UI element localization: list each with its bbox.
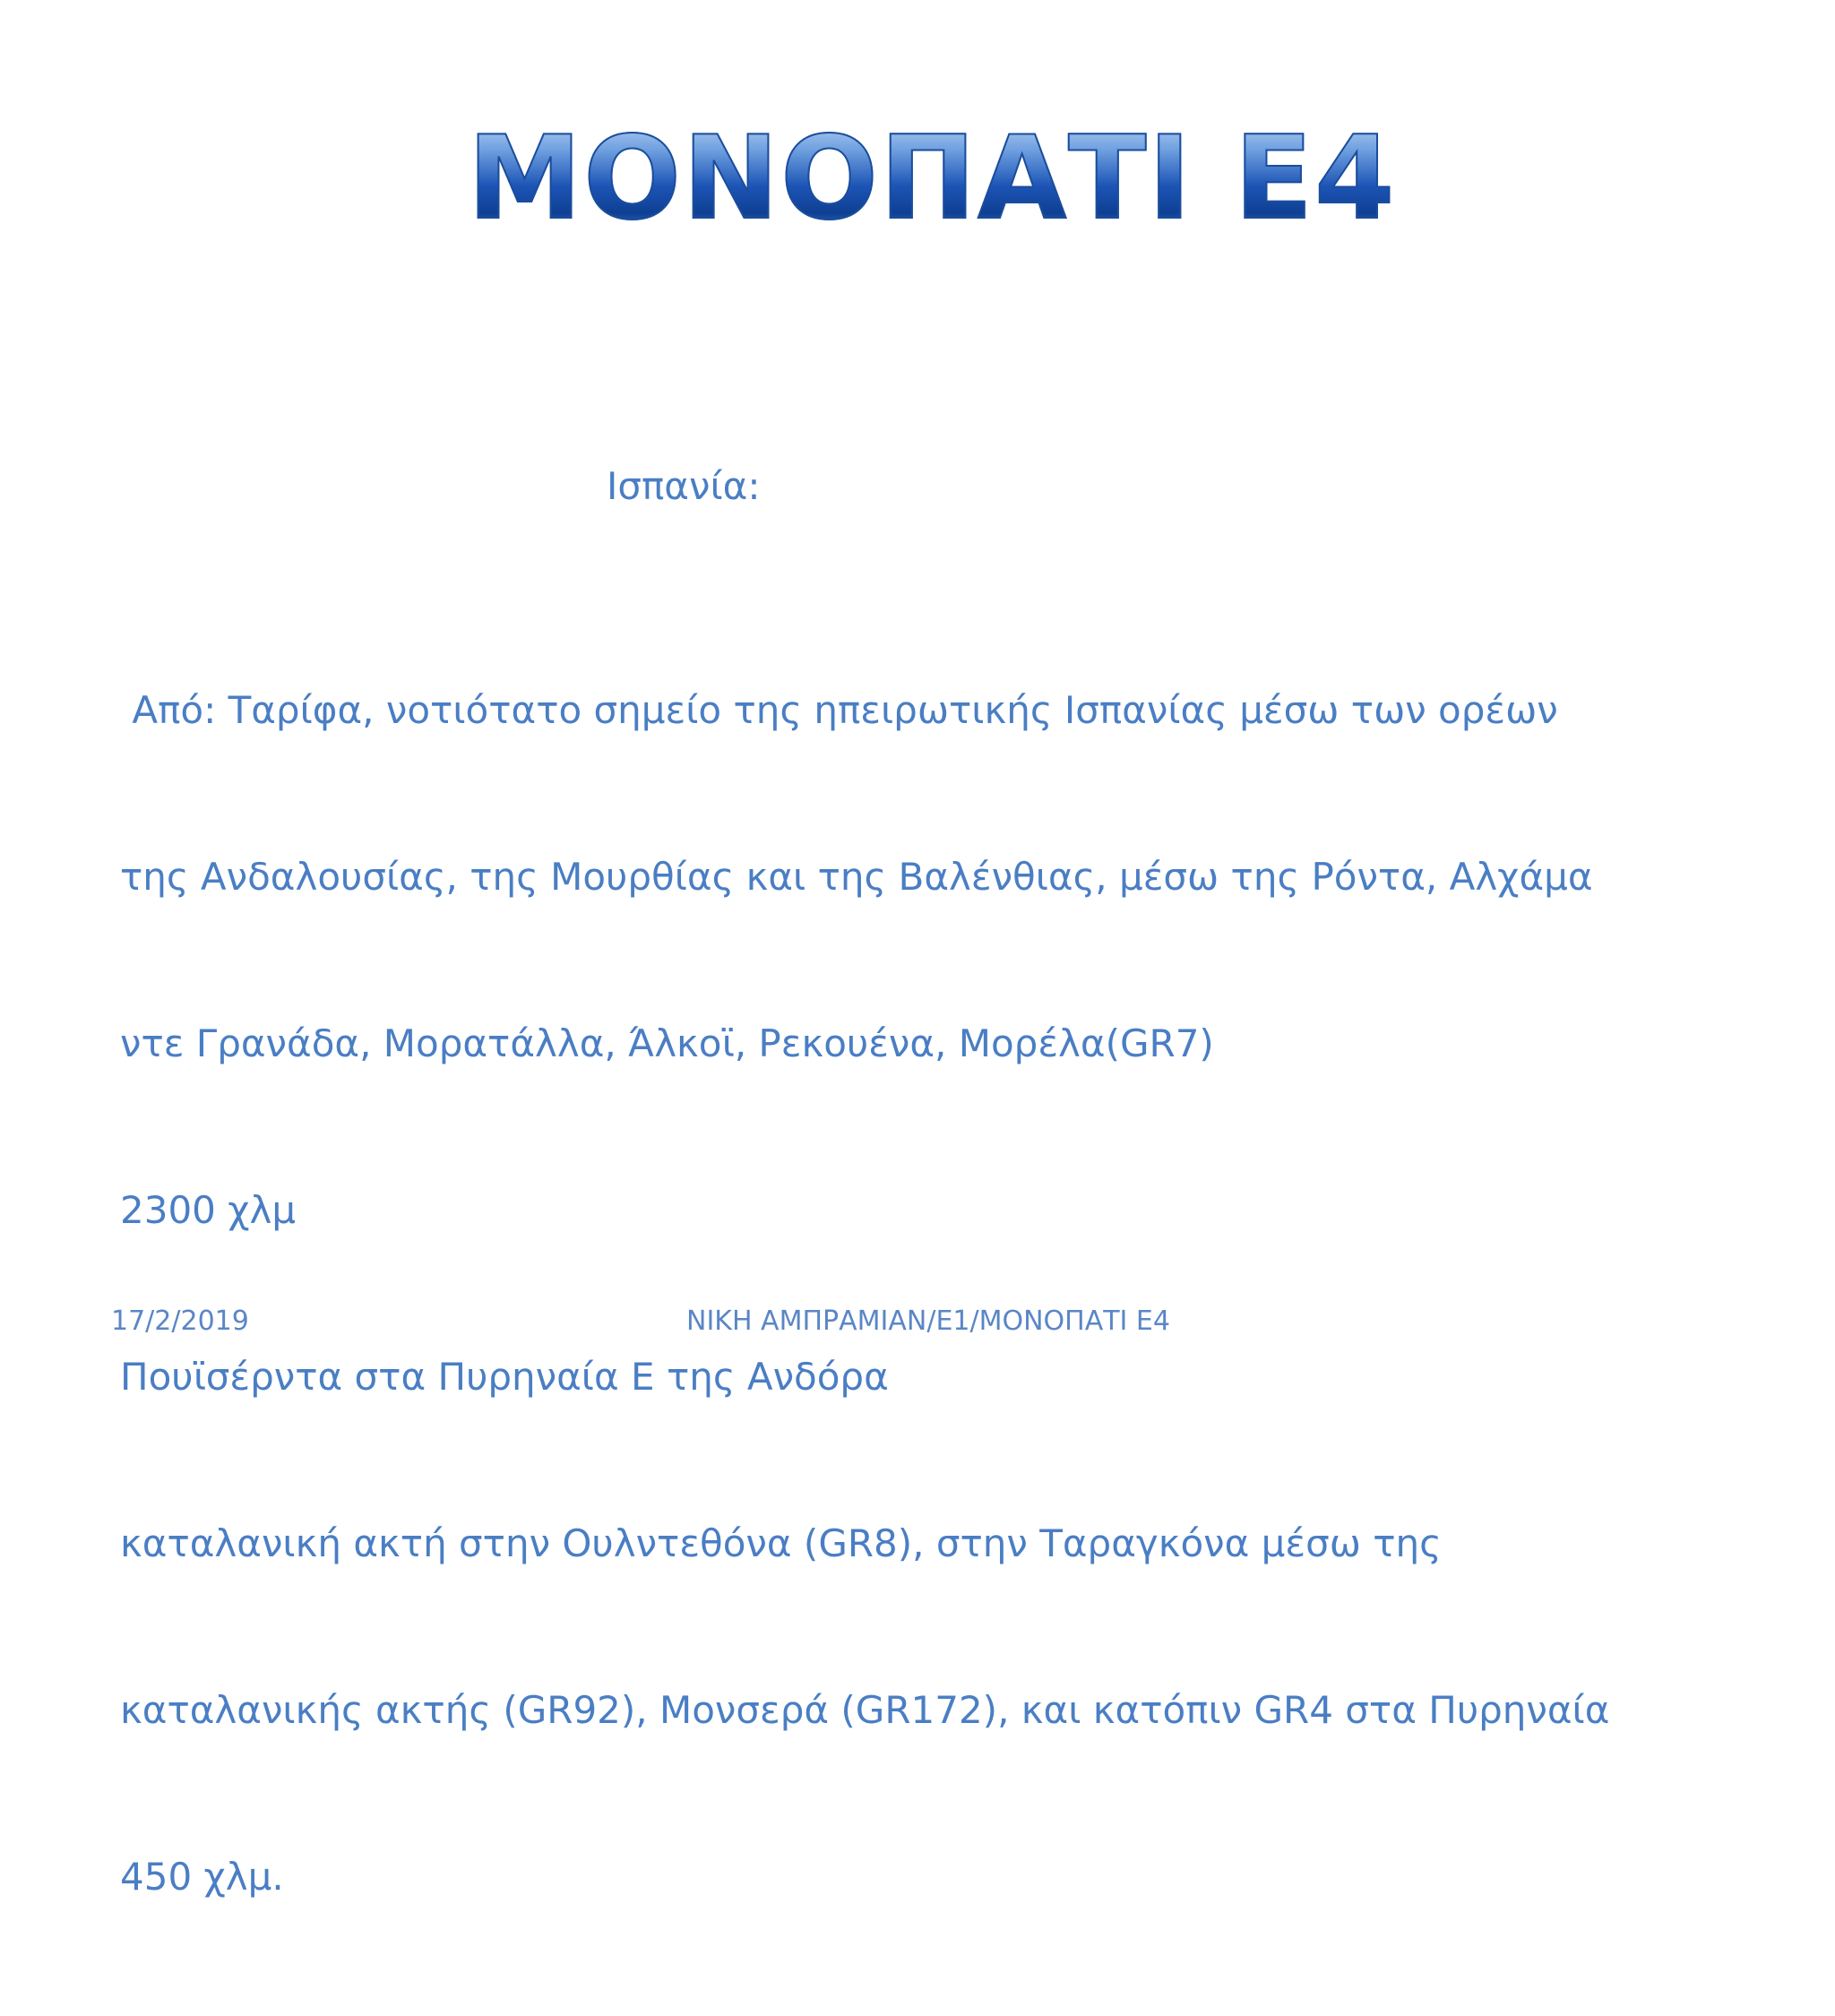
body-line: Πουϊσέρντα στα Πυρηναία Ε της Ανδόρα — [120, 1355, 889, 1399]
footer-date: 17/2/2019 — [111, 1305, 249, 1337]
body-line: 2300 χλμ — [120, 1188, 297, 1232]
body-line: καταλανικής ακτής (GR92), Μονσερά (GR172), και κατόπιν GR4 στα Πυρηναία — [120, 1688, 1610, 1732]
body-line: Από: Ταρίφα, νοτιότατο σημείο της ηπειρωτικής Ισπανίας μέσω των ορέων — [120, 688, 1558, 732]
slide-body — [120, 572, 1751, 2016]
body-line: της Ανδαλουσίας, της Μουρθίας και της Βαλένθιας, μέσω της Ρόντα, Αλχάμα — [120, 855, 1593, 899]
body-line: 450 χλμ. — [120, 1855, 284, 1899]
body-line: ντε Γρανάδα, Μορατάλλα, Άλκοϊ, Ρεκουένα, Μορέλα(GR7) — [120, 1021, 1214, 1065]
footer-title: ΝΙΚΗ ΑΜΠΡΑΜΙΑΝ/Ε1/ΜΟΝΟΠΑΤΙ Ε4 — [686, 1305, 1170, 1337]
slide-subtitle: Ισπανία: — [607, 464, 761, 508]
body-line: καταλανική ακτή στην Ουλντεθόνα (GR8), στην Ταραγκόνα μέσω της — [120, 1521, 1442, 1565]
slide-title: ΜΟΝΟΠΑΤΙ Ε4 — [0, 112, 1835, 246]
